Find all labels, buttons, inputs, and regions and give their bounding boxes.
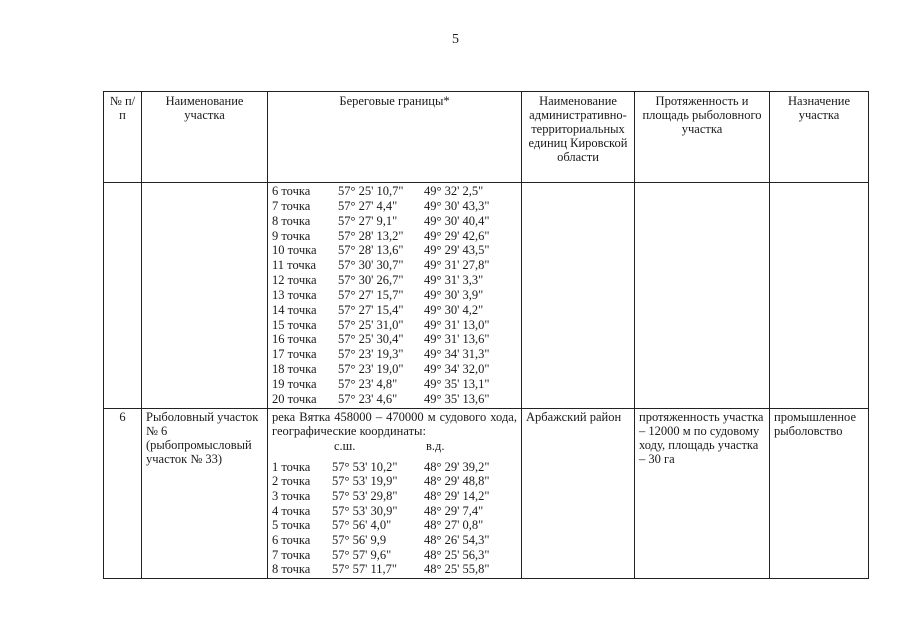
longitude-value: 49° 35' 13,6" bbox=[424, 391, 490, 406]
longitude-value: 49° 34' 31,3" bbox=[424, 347, 490, 362]
coordinate-row bbox=[272, 362, 517, 377]
cell-num-empty bbox=[104, 183, 142, 409]
cell-purpose-empty bbox=[770, 183, 869, 409]
point-label: 13 точка bbox=[272, 287, 317, 302]
latitude-value: 57° 53' 30,9" bbox=[332, 503, 398, 518]
latitude-value: 57° 53' 10,2" bbox=[332, 459, 398, 474]
point-label: 2 точка bbox=[272, 474, 311, 489]
latitude-value: 57° 23' 4,6" bbox=[338, 391, 398, 406]
longitude-value: 49° 34' 32,0" bbox=[424, 362, 490, 377]
latitude-value: 57° 23' 4,8" bbox=[338, 376, 398, 391]
point-label: 18 точка bbox=[272, 362, 317, 377]
cell-length-empty bbox=[635, 183, 770, 409]
table-row-continued bbox=[104, 183, 869, 409]
coordinate-row bbox=[272, 460, 517, 475]
longitude-value: 49° 29' 42,6" bbox=[424, 228, 490, 243]
latitude-value: 57° 57' 11,7" bbox=[332, 562, 398, 577]
coordinate-row bbox=[272, 243, 517, 258]
point-label: 1 точка bbox=[272, 459, 311, 474]
latitude-value: 57° 56' 9,9 bbox=[332, 533, 387, 548]
point-label: 20 точка bbox=[272, 391, 317, 406]
longitude-value: 48° 29' 14,2" bbox=[424, 489, 490, 504]
coordinate-row bbox=[272, 229, 517, 244]
longitude-value: 48° 29' 7,4" bbox=[424, 503, 484, 518]
point-label: 6 точка bbox=[272, 533, 311, 548]
longitude-value: 48° 29' 48,8" bbox=[424, 474, 490, 489]
cell-name-empty bbox=[142, 183, 268, 409]
longitude-value: 49° 32' 2,5" bbox=[424, 184, 484, 198]
point-label: 17 точка bbox=[272, 347, 317, 362]
fishing-sites-table bbox=[103, 91, 869, 579]
point-label: 3 точка bbox=[272, 489, 311, 504]
latitude-value: 57° 28' 13,2" bbox=[338, 228, 404, 243]
cell-name: Рыболовный участок № 6 (рыбопромысловый участок № 33) bbox=[142, 408, 268, 579]
header-admin: Наименование административно-территориальных единиц Кировской области bbox=[522, 92, 635, 183]
point-label: 15 точка bbox=[272, 317, 317, 332]
longitude-value: 48° 25' 56,3" bbox=[424, 547, 490, 562]
coordinate-row bbox=[272, 474, 517, 489]
coordinate-row bbox=[272, 184, 517, 199]
longitude-value: 49° 30' 4,2" bbox=[424, 302, 484, 317]
point-label: 12 точка bbox=[272, 273, 317, 288]
coordinate-row bbox=[272, 258, 517, 273]
longitude-value: 49° 35' 13,1" bbox=[424, 376, 490, 391]
latitude-value: 57° 27' 9,1" bbox=[338, 213, 398, 228]
latitude-value: 57° 23' 19,0" bbox=[338, 362, 404, 377]
coordinate-row bbox=[272, 288, 517, 303]
header-borders: Береговые границы* bbox=[268, 92, 522, 183]
point-label: 8 точка bbox=[272, 562, 311, 577]
longitude-value: 48° 26' 54,3" bbox=[424, 533, 490, 548]
coordinate-row bbox=[272, 489, 517, 504]
point-label: 8 точка bbox=[272, 213, 311, 228]
cell-admin-empty bbox=[522, 183, 635, 409]
latitude-value: 57° 25' 31,0" bbox=[338, 317, 404, 332]
coordinate-row bbox=[272, 318, 517, 333]
cell-admin: Арбажский район bbox=[522, 408, 635, 579]
coordinate-row bbox=[272, 303, 517, 318]
latitude-value: 57° 53' 19,9" bbox=[332, 474, 398, 489]
latitude-value: 57° 30' 30,7" bbox=[338, 258, 404, 273]
point-label: 11 точка bbox=[272, 258, 317, 273]
point-label: 6 точка bbox=[272, 184, 311, 198]
latitude-value: 57° 25' 30,4" bbox=[338, 332, 404, 347]
latitude-value: 57° 30' 26,7" bbox=[338, 273, 404, 288]
longitude-value: 49° 31' 27,8" bbox=[424, 258, 490, 273]
lon-header: в.д. bbox=[426, 438, 445, 453]
coordinate-row bbox=[272, 199, 517, 214]
point-label: 5 точка bbox=[272, 518, 311, 533]
latitude-value: 57° 27' 15,7" bbox=[338, 287, 404, 302]
coordinate-row bbox=[272, 533, 517, 548]
point-label: 14 точка bbox=[272, 302, 317, 317]
latitude-value: 57° 23' 19,3" bbox=[338, 347, 404, 362]
coordinate-row bbox=[272, 562, 517, 577]
page-number: 5 bbox=[452, 32, 459, 47]
coordinate-row bbox=[272, 332, 517, 347]
latitude-value: 57° 53' 29,8" bbox=[332, 489, 398, 504]
latitude-value: 57° 57' 9,6" bbox=[332, 547, 392, 562]
cell-coordinates bbox=[268, 408, 522, 579]
river-description: река Вятка 458000 – 470000 м судового хода, географические координаты: bbox=[272, 409, 517, 438]
point-label: 16 точка bbox=[272, 332, 317, 347]
latitude-value: 57° 56' 4,0" bbox=[332, 518, 392, 533]
table-row-site-6 bbox=[104, 408, 869, 579]
cell-length: протяженность участка – 12000 м по судовому ходу, площадь участка – 30 га bbox=[635, 408, 770, 579]
coordinate-row bbox=[272, 214, 517, 229]
coordinate-row bbox=[272, 377, 517, 392]
point-label: 4 точка bbox=[272, 503, 311, 518]
point-label: 19 точка bbox=[272, 376, 317, 391]
cell-coordinates bbox=[268, 183, 522, 409]
longitude-value: 48° 29' 39,2" bbox=[424, 459, 490, 474]
longitude-value: 49° 30' 3,9" bbox=[424, 287, 484, 302]
point-label: 7 точка bbox=[272, 547, 311, 562]
latitude-value: 57° 27' 4,4" bbox=[338, 198, 398, 213]
point-label: 7 точка bbox=[272, 198, 311, 213]
coordinate-row bbox=[272, 518, 517, 533]
table-header-row bbox=[104, 92, 869, 183]
coordinate-row bbox=[272, 273, 517, 288]
longitude-value: 49° 29' 43,5" bbox=[424, 243, 490, 258]
lat-header: с.ш. bbox=[334, 438, 356, 453]
coordinate-row bbox=[272, 548, 517, 563]
coordinate-row bbox=[272, 347, 517, 362]
header-length: Протяженность и площадь рыболовного участка bbox=[635, 92, 770, 183]
header-purpose: Назначение участка bbox=[770, 92, 869, 183]
cell-purpose: промышленное рыболовство bbox=[770, 408, 869, 579]
coordinate-row bbox=[272, 504, 517, 519]
point-label: 10 точка bbox=[272, 243, 317, 258]
longitude-value: 48° 27' 0,8" bbox=[424, 518, 484, 533]
longitude-value: 49° 31' 13,0" bbox=[424, 317, 490, 332]
longitude-value: 49° 31' 13,6" bbox=[424, 332, 490, 347]
header-name: Наименование участка bbox=[142, 92, 268, 183]
latitude-value: 57° 25' 10,7" bbox=[338, 184, 404, 198]
longitude-value: 48° 25' 55,8" bbox=[424, 562, 490, 577]
latitude-value: 57° 28' 13,6" bbox=[338, 243, 404, 258]
latitude-value: 57° 27' 15,4" bbox=[338, 302, 404, 317]
coord-header bbox=[272, 438, 517, 454]
longitude-value: 49° 30' 43,3" bbox=[424, 198, 490, 213]
longitude-value: 49° 30' 40,4" bbox=[424, 213, 490, 228]
point-label: 9 точка bbox=[272, 228, 311, 243]
header-num: № п/п bbox=[104, 92, 142, 183]
cell-num: 6 bbox=[104, 408, 142, 579]
coordinate-row bbox=[272, 392, 517, 407]
longitude-value: 49° 31' 3,3" bbox=[424, 273, 484, 288]
